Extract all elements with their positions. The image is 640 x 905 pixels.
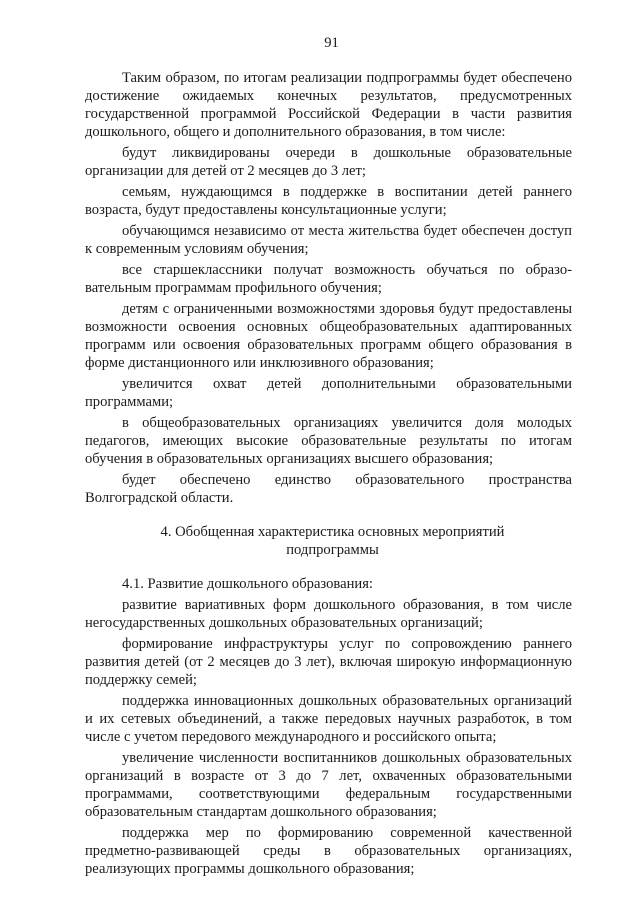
paragraph: все старшеклассники получат возможность обучаться по образовательным программам профильного обучения;: [85, 262, 572, 296]
paragraph: будет обеспечено единство образовательного пространства Волгоградской области.: [85, 472, 572, 506]
paragraph: развитие вариативных форм дошкольного образования, в том числе негосударственных дошкольных образовательных организаций;: [85, 597, 572, 631]
paragraph: детям с ограниченными возможностями здоровья будут предоставлены возможности освоения основных общеобразовательных адаптированных программ или освоения образовательных программ общего образования в форме дистанционного или инклюзивного образования;: [85, 301, 572, 371]
paragraph: поддержка инновационных дошкольных образовательных организаций и их сетевых объединений, а также передовых научных разработок, в том числе с учетом передового международного и российского опыта;: [85, 693, 572, 745]
paragraph: увеличится охват детей дополнительными образовательными программами;: [85, 376, 572, 410]
subsection-heading: 4.1. Развитие дошкольного образования:: [122, 576, 373, 592]
paragraph: обучающимся независимо от места жительства будет обеспечен доступ к современным условиям обучения;: [85, 223, 572, 257]
paragraph: в общеобразовательных организациях увеличится доля молодых педагогов, имеющих высокие образовательные результаты по итогам обучения в образовательных организациях высшего образования;: [85, 415, 572, 467]
section-heading: [85, 523, 572, 559]
paragraph: формирование инфраструктуры услуг по сопровождению раннего развития детей (от 2 месяцев до 3 лет), включая широкую информационную поддержку семей;: [85, 636, 572, 688]
section-heading-line: 4. Обобщенная характеристика основных мероприятий: [160, 524, 505, 540]
paragraph: будут ликвидированы очереди в дошкольные образовательные организации для детей от 2 месяцев до 3 лет;: [85, 145, 572, 179]
paragraph: Таким образом, по итогам реализации подпрограммы будет обеспечено достижение ожидаемых конечных результатов, предусмотренных государственной программой Российской Федерации в части развития дошкольного, общего и дополнительного образования, в том числе:: [85, 70, 572, 140]
paragraph: увеличение численности воспитанников дошкольных образовательных организаций в возрасте от 3 до 7 лет, охваченных образовательными программами, соответствующими федеральным государственными образовательным стандартам дошкольного образования;: [85, 750, 572, 820]
paragraph: поддержка мер по формированию современной качественной предметно-развивающей среды в образовательных организациях, реализующих программы дошкольного образования;: [85, 825, 572, 877]
page-number: 91: [324, 35, 339, 51]
results-list: [85, 69, 572, 507]
measures-list: [85, 596, 572, 878]
document-page: [85, 34, 572, 881]
paragraph: семьям, нуждающимся в поддержке в воспитании детей раннего возраста, будут предоставлены консультационные услуги;: [85, 184, 572, 218]
section-heading-line: подпрограммы: [286, 542, 379, 558]
